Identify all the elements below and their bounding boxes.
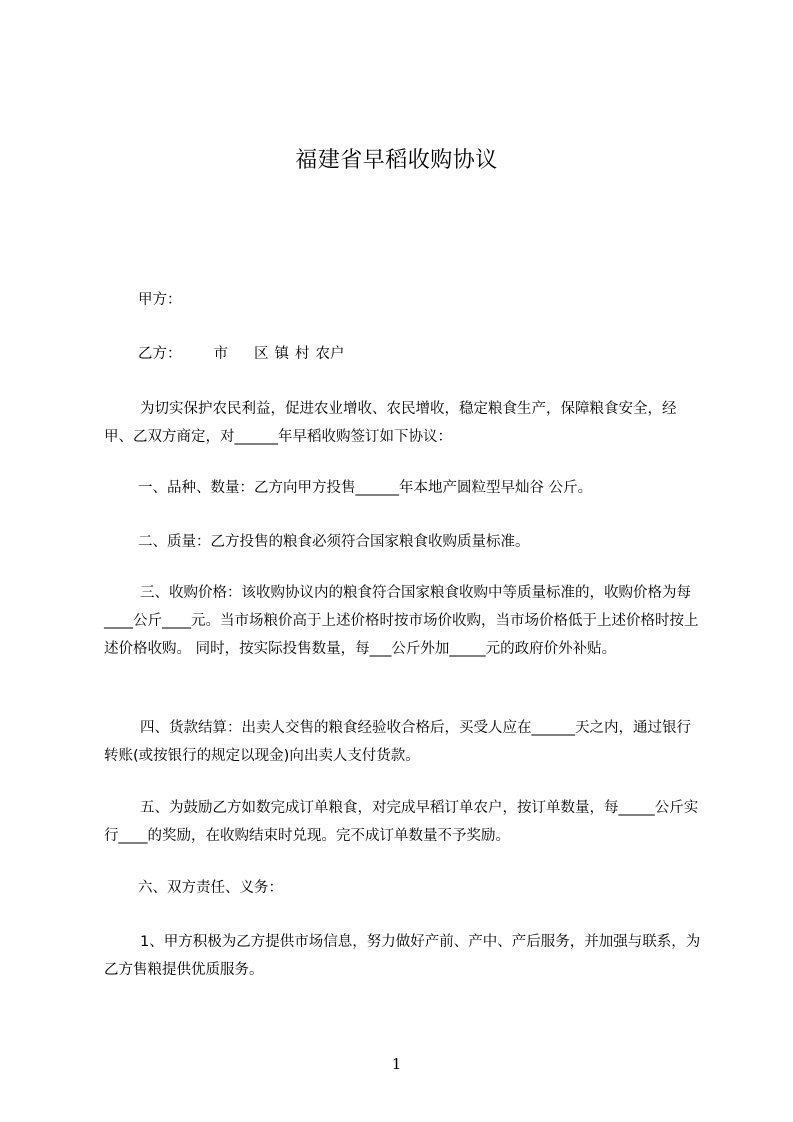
clause-1: 一、品种、数量：乙方向甲方投售______年本地产圆粒型早灿谷 公斤。 <box>138 480 593 496</box>
party-b-district: 区 <box>254 346 269 362</box>
party-a-line <box>104 286 704 314</box>
party-b-line <box>104 340 704 368</box>
clause-3: 三、收购价格：该收购协议内的粮食符合国家粮食收购中等质量标准的，收购价格为每____公斤____元。当市场粮价高于上述价格时按市场价收购，当市场价格低于上述价格时按上述价格收购。 同时，按实际投售数量，每___公斤外加_____元的政府价外补贴。 <box>104 585 699 657</box>
party-b-town: 镇 <box>274 346 289 362</box>
party-b-village: 村 <box>295 346 310 362</box>
clause-6: 六、双方责任、义务： <box>138 880 283 896</box>
intro-paragraph: 为切实保护农民利益，促进农业增收、农民增收，稳定粮食生产，保障粮食安全，经甲、乙双方商定，对______年早稻收购签订如下协议： <box>104 401 677 445</box>
party-b-label: 乙方： <box>138 346 182 362</box>
page-number: 1 <box>391 1055 402 1073</box>
clause-2: 二、质量：乙方投售的粮食必须符合国家粮食收购质量标准。 <box>138 534 530 550</box>
clause-6-item-1: 1、甲方积极为乙方提供市场信息，努力做好产前、产中、产后服务，并加强与联系，为乙方售粮提供优质服务。 <box>104 934 701 978</box>
clause-4: 四、货款结算：出卖人交售的粮食经验收合格后，买受人应在______天之内，通过银行转账(或按银行的规定以现金)向出卖人支付货款。 <box>104 720 691 764</box>
party-b-city: 市 <box>213 346 228 362</box>
document-title: 福建省早稻收购协议 <box>295 148 498 173</box>
clause-5: 五、为鼓励乙方如数完成订单粮食，对完成早稻订单农户，按订单数量，每_____公斤实行____的奖励，在收购结束时兑现。完不成订单数量不予奖励。 <box>104 800 699 844</box>
party-b-household: 农户 <box>315 346 345 362</box>
party-a-label: 甲方： <box>138 292 182 308</box>
